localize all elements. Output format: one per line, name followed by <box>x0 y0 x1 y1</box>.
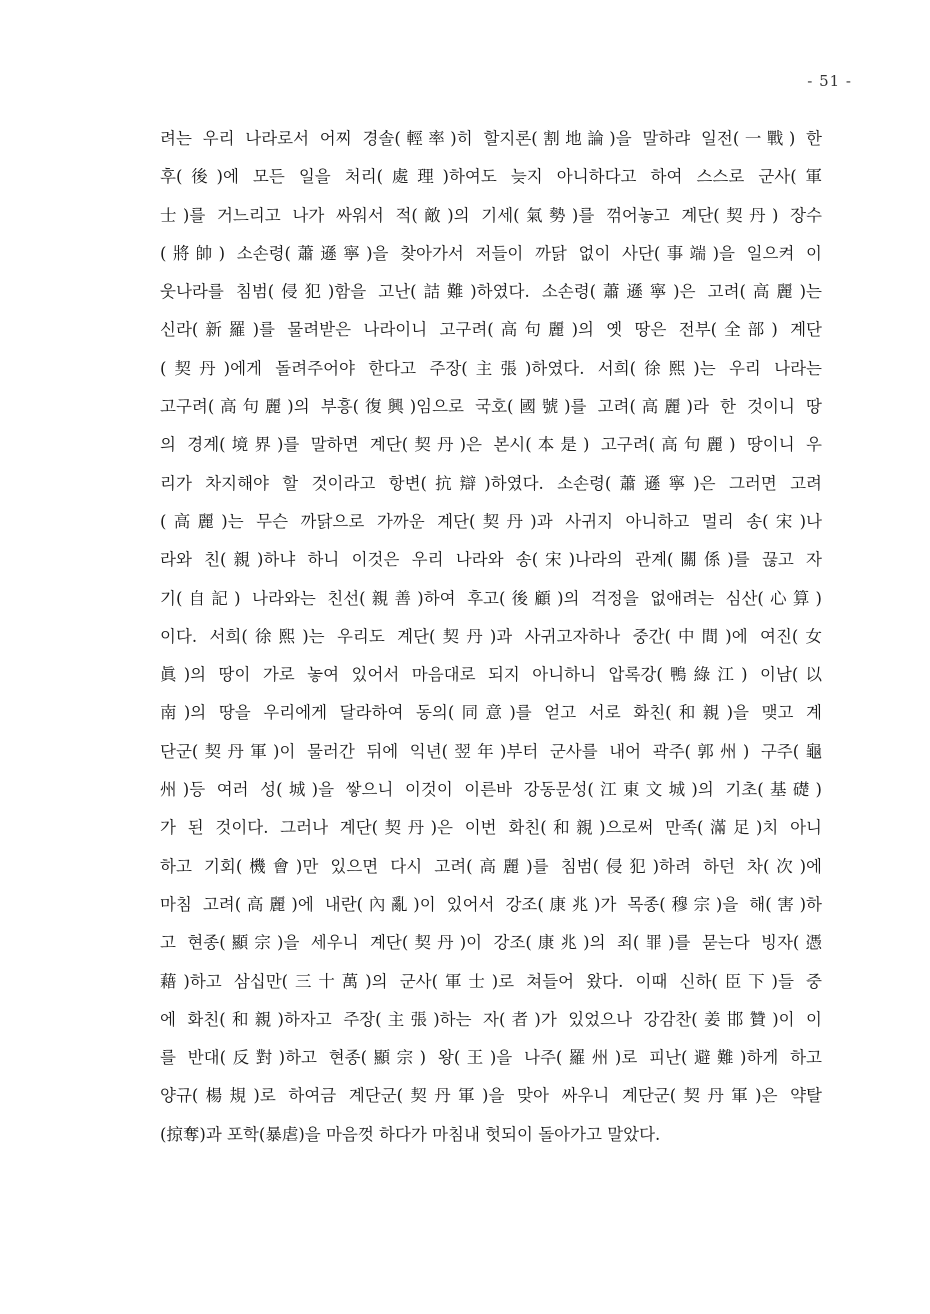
text-line: 를 반대(反對)하고 현종(顯宗) 왕(王)을 나주(羅州)로 피난(避難)하게 하고 <box>160 1048 822 1068</box>
text-line: 에 화친(和親)하자고 주장(主張)하는 자(者)가 있었으나 강감찬(姜邯贊)이 이 <box>160 1009 822 1029</box>
text-line: 기(自記) 나라와는 친선(親善)하여 후고(後顧)의 걱정을 없애려는 심산(心算) <box>160 588 822 608</box>
body-text <box>160 120 822 1154</box>
text-line: 라와 친(親)하냐 하니 이것은 우리 나라와 송(宋)나라의 관계(關係)를 끊고 자 <box>160 550 822 570</box>
page-number: - 51 - <box>807 72 852 90</box>
text-line: 고 현종(顯宗)을 세우니 계단(契丹)이 강조(康兆)의 죄(罪)를 묻는다 빙자(憑 <box>160 933 822 953</box>
text-line: (掠奪)과 포학(暴虐)을 마음껏 하다가 마침내 헛되이 돌아가고 말았다. <box>160 1124 661 1144</box>
text-line: 가 된 것이다. 그러나 계단(契丹)은 이번 화친(和親)으로써 만족(滿足)치 아니 <box>160 818 822 838</box>
text-line: 신라(新羅)를 물려받은 나라이니 고구려(高句麗)의 옛 땅은 전부(全部) 계단 <box>160 320 822 340</box>
text-line: (將帥) 소손령(蕭遜寧)을 찾아가서 저들이 까닭 없이 사단(事端)을 일으켜 이 <box>160 243 822 263</box>
text-line: 이다. 서희(徐熙)는 우리도 계단(契丹)과 사귀고자하나 중간(中間)에 여진(女 <box>160 626 822 646</box>
text-line: 마침 고려(高麗)에 내란(內亂)이 있어서 강조(康兆)가 목종(穆宗)을 해(害)하 <box>160 894 822 914</box>
text-line: 려는 우리 나라로서 어찌 경솔(輕率)히 할지론(割地論)을 말하랴 일전(一戰) 한 <box>160 129 822 148</box>
text-line: 웃나라를 침범(侵犯)함을 고난(詰難)하였다. 소손령(蕭遜寧)은 고려(高麗)는 <box>160 282 822 302</box>
text-line: 양규(楊規)로 하여금 계단군(契丹軍)을 맞아 싸우니 계단군(契丹軍)은 약탈 <box>160 1086 822 1106</box>
text-line: 고구려(高句麗)의 부흥(復興)임으로 국호(國號)를 고려(高麗)라 한 것이니 땅 <box>160 397 822 417</box>
text-line: 南)의 땅을 우리에게 달라하여 동의(同意)를 얻고 서로 화친(和親)을 맺고 계 <box>160 703 822 723</box>
text-line: (契丹)에게 돌려주어야 한다고 주장(主張)하였다. 서희(徐熙)는 우리 나라는 <box>160 358 822 378</box>
text-line: 의 경계(境界)를 말하면 계단(契丹)은 본시(本是) 고구려(高句麗) 땅이니 우 <box>160 435 822 455</box>
text-line: 州)등 여러 성(城)을 쌓으니 이것이 이른바 강동문성(江東文城)의 기초(基礎) <box>160 780 822 800</box>
text-line: 하고 기회(機會)만 있으면 다시 고려(高麗)를 침범(侵犯)하려 하던 차(次)에 <box>160 856 822 876</box>
text-line: 후(後)에 모든 일을 처리(處理)하여도 늦지 아니하다고 하여 스스로 군사(軍 <box>160 167 822 187</box>
text-line: 藉)하고 삼십만(三十萬)의 군사(軍士)로 쳐들어 왔다. 이때 신하(臣下)들 중 <box>160 971 822 991</box>
text-line: 단군(契丹軍)이 물러간 뒤에 익년(翌年)부터 군사를 내어 곽주(郭州) 구주(龜 <box>160 741 822 761</box>
text-line: 리가 차지해야 할 것이라고 항변(抗辯)하였다. 소손령(蕭遜寧)은 그러면 고려 <box>160 473 822 493</box>
text-line: 士)를 거느리고 나가 싸워서 적(敵)의 기세(氣勢)를 꺾어놓고 계단(契丹) 장수 <box>160 205 822 225</box>
text-line: 眞)의 땅이 가로 놓여 있어서 마음대로 되지 아니하니 압록강(鴨綠江) 이남(以 <box>160 665 822 685</box>
text-line: (高麗)는 무슨 까닭으로 가까운 계단(契丹)과 사귀지 아니하고 멀리 송(宋)나 <box>160 511 822 531</box>
